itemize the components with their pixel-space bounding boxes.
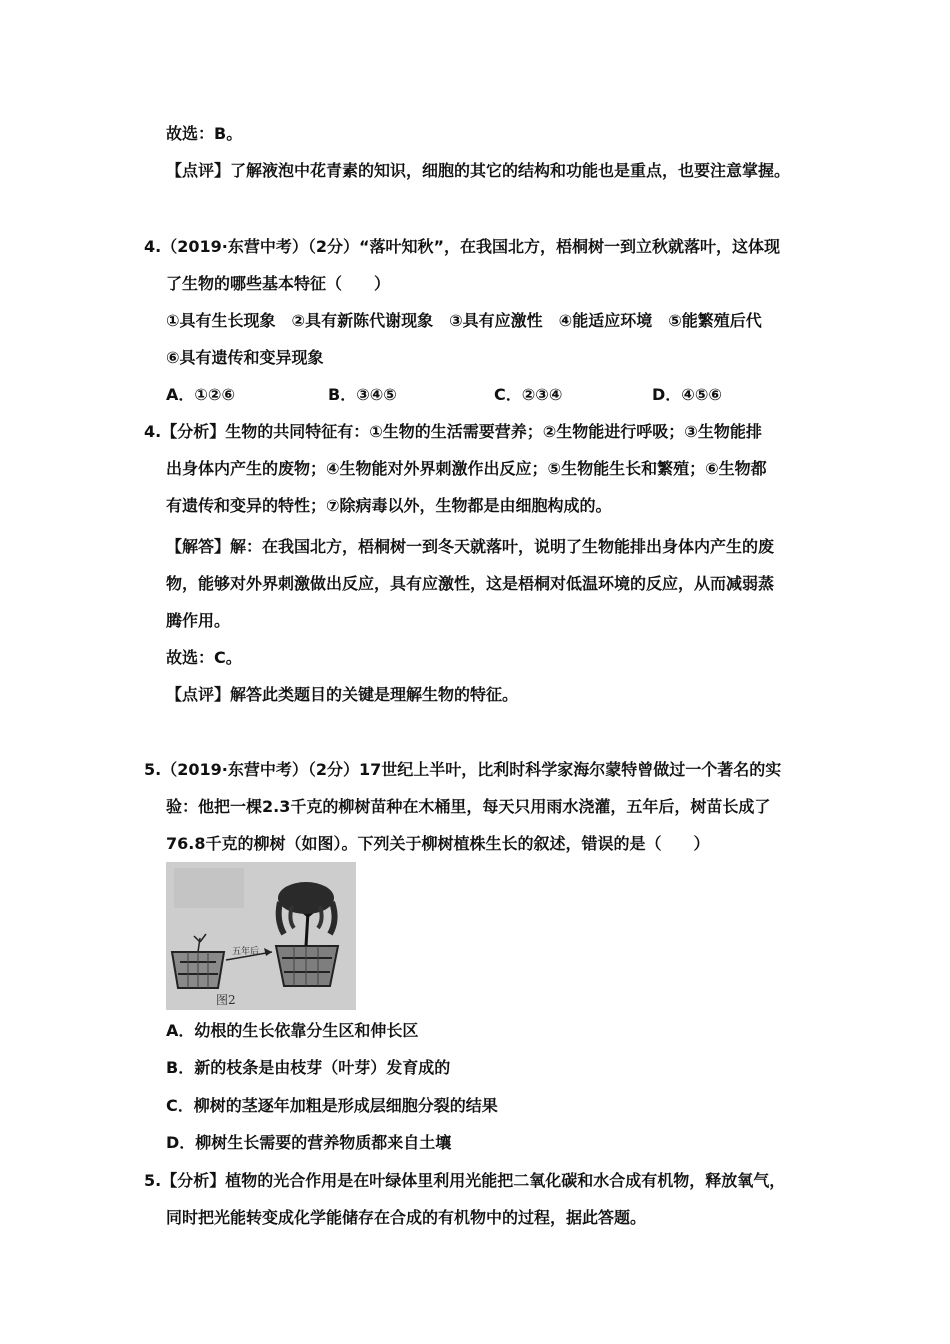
comment-prev: 【点评】了解液泡中花青素的知识，细胞的其它的结构和功能也是重点，也要注意掌握。 (166, 161, 791, 180)
arrow-label: 五年后 (232, 947, 260, 957)
answer-4-comment: 【点评】解答此类题目的关键是理解生物的特征。 (166, 685, 519, 704)
answer-5-analysis: 5.【分析】植物的光合作用是在叶绿体里利用光能把二氧化碳和水合成有机物，释放氧气， (144, 1171, 786, 1190)
question-5-option-d: D．柳树生长需要的营养物质都来自土壤 (166, 1133, 452, 1152)
question-4-option-d: D．④⑤⑥ (652, 385, 722, 404)
question-5-stem-cont2: 76.8千克的柳树（如图）。下列关于柳树植株生长的叙述，错误的是（ ） (166, 834, 710, 853)
willow-experiment-illustration (166, 862, 356, 1010)
question-4-stem-cont: 了生物的哪些基本特征（ ） (166, 274, 391, 293)
question-4-option-a: A．①②⑥ (166, 385, 236, 404)
question-5-stem-cont: 验：他把一棵2.3千克的柳树苗种在木桶里，每天只用雨水浇灌，五年后，树苗长成了 (166, 797, 771, 816)
answer-4-solution: 【解答】解：在我国北方，梧桐树一到冬天就落叶，说明了生物能排出身体内产生的废 (166, 537, 775, 556)
question-4-items-cont: ⑥具有遗传和变异现象 (166, 348, 324, 367)
question-4-option-c: C．②③④ (494, 385, 563, 404)
answer-4-solution-cont: 物，能够对外界刺激做出反应，具有应激性，这是梧桐对低温环境的反应，从而减弱蒸 (166, 574, 775, 593)
question-5-option-b: B．新的枝条是由枝芽（叶芽）发育成的 (166, 1058, 451, 1077)
answer-choice-prev: 故选：B。 (166, 124, 243, 143)
question-4-option-b: B．③④⑤ (328, 385, 397, 404)
answer-4-choice: 故选：C。 (166, 648, 242, 667)
question-5-option-a: A．幼根的生长依靠分生区和伸长区 (166, 1021, 419, 1040)
question-4-items: ①具有生长现象 ②具有新陈代谢现象 ③具有应激性 ④能适应环境 ⑤能繁殖后代 (166, 311, 762, 330)
question-5-stem: 5.（2019·东营中考）（2分）17世纪上半叶，比利时科学家海尔蒙特曾做过一个著名的实 (144, 760, 782, 779)
answer-4-analysis: 4.【分析】生物的共同特征有：①生物的生活需要营养；②生物能进行呼吸；③生物能排 (144, 422, 762, 441)
question-4-stem: 4.（2019·东营中考）（2分）“落叶知秋”，在我国北方，梧桐树一到立秋就落叶，这体现 (144, 237, 780, 256)
question-5-option-c: C．柳树的茎逐年加粗是形成层细胞分裂的结果 (166, 1096, 498, 1115)
answer-4-solution-cont2: 腾作用。 (166, 611, 231, 630)
willow-experiment-figure (166, 862, 356, 1010)
answer-4-analysis-cont: 出身体内产生的废物；④生物能对外界刺激作出反应；⑤生物能生长和繁殖；⑥生物都 (166, 459, 767, 478)
answer-4-analysis-cont2: 有遗传和变异的特性；⑦除病毒以外，生物都是由细胞构成的。 (166, 496, 612, 515)
answer-5-analysis-cont: 同时把光能转变成化学能储存在合成的有机物中的过程，据此答题。 (166, 1208, 647, 1227)
figure-caption: 图2 (216, 993, 236, 1007)
